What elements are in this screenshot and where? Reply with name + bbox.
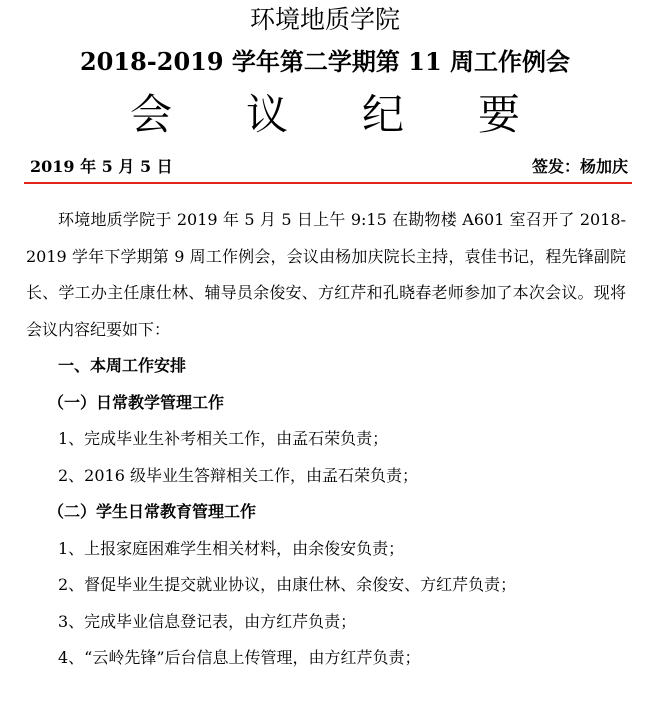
meeting-date: 2019 年 5 月 5 日 (30, 157, 173, 176)
meta-row (30, 154, 628, 180)
list-item: 2、督促毕业生提交就业协议，由康仕林、余俊安、方红芹负责； (58, 575, 517, 594)
meeting-title: 2018-2019 学年第二学期第 11 周工作例会 (79, 47, 571, 76)
red-divider (24, 182, 632, 184)
subsection-heading: （二）学生日常教育管理工作 (48, 502, 257, 521)
list-item: 3、完成毕业信息登记表，由方红芹负责； (58, 611, 357, 631)
intro-paragraph: 环境地质学院于 2019 年 5 月 5 日上午 9:15 在勘物楼 A601 室召开了 2018-2019 学年下学期第 9 周工作例会，会议由杨加庆院长主持，袁佳书记，程先锋副院长、学工办主任康仕林、辅导员余俊安、方红芹和孔晓春老师参加了本次会议。现将会议内容纪要如下： (26, 210, 626, 339)
org-title: 环境地质学院 (249, 5, 400, 34)
list-item: 1、完成毕业生补考相关工作，由孟石荣负责； (58, 429, 389, 448)
minutes-body (26, 202, 626, 677)
list-item: 4、“云岭先锋”后台信息上传管理，由方红芹负责； (58, 648, 421, 667)
subsection-heading: （一）日常教学管理工作 (48, 392, 225, 412)
list-item: 2、2016 级毕业生答辩相关工作，由孟石荣负责； (58, 465, 418, 485)
section-heading: 一、本周工作安排 (58, 356, 187, 375)
list-item: 1、上报家庭困难学生相关材料，由余俊安负责； (58, 538, 405, 558)
signer: 签发：杨加庆 (531, 157, 628, 176)
document-type-title: 会议纪要 (129, 90, 594, 139)
